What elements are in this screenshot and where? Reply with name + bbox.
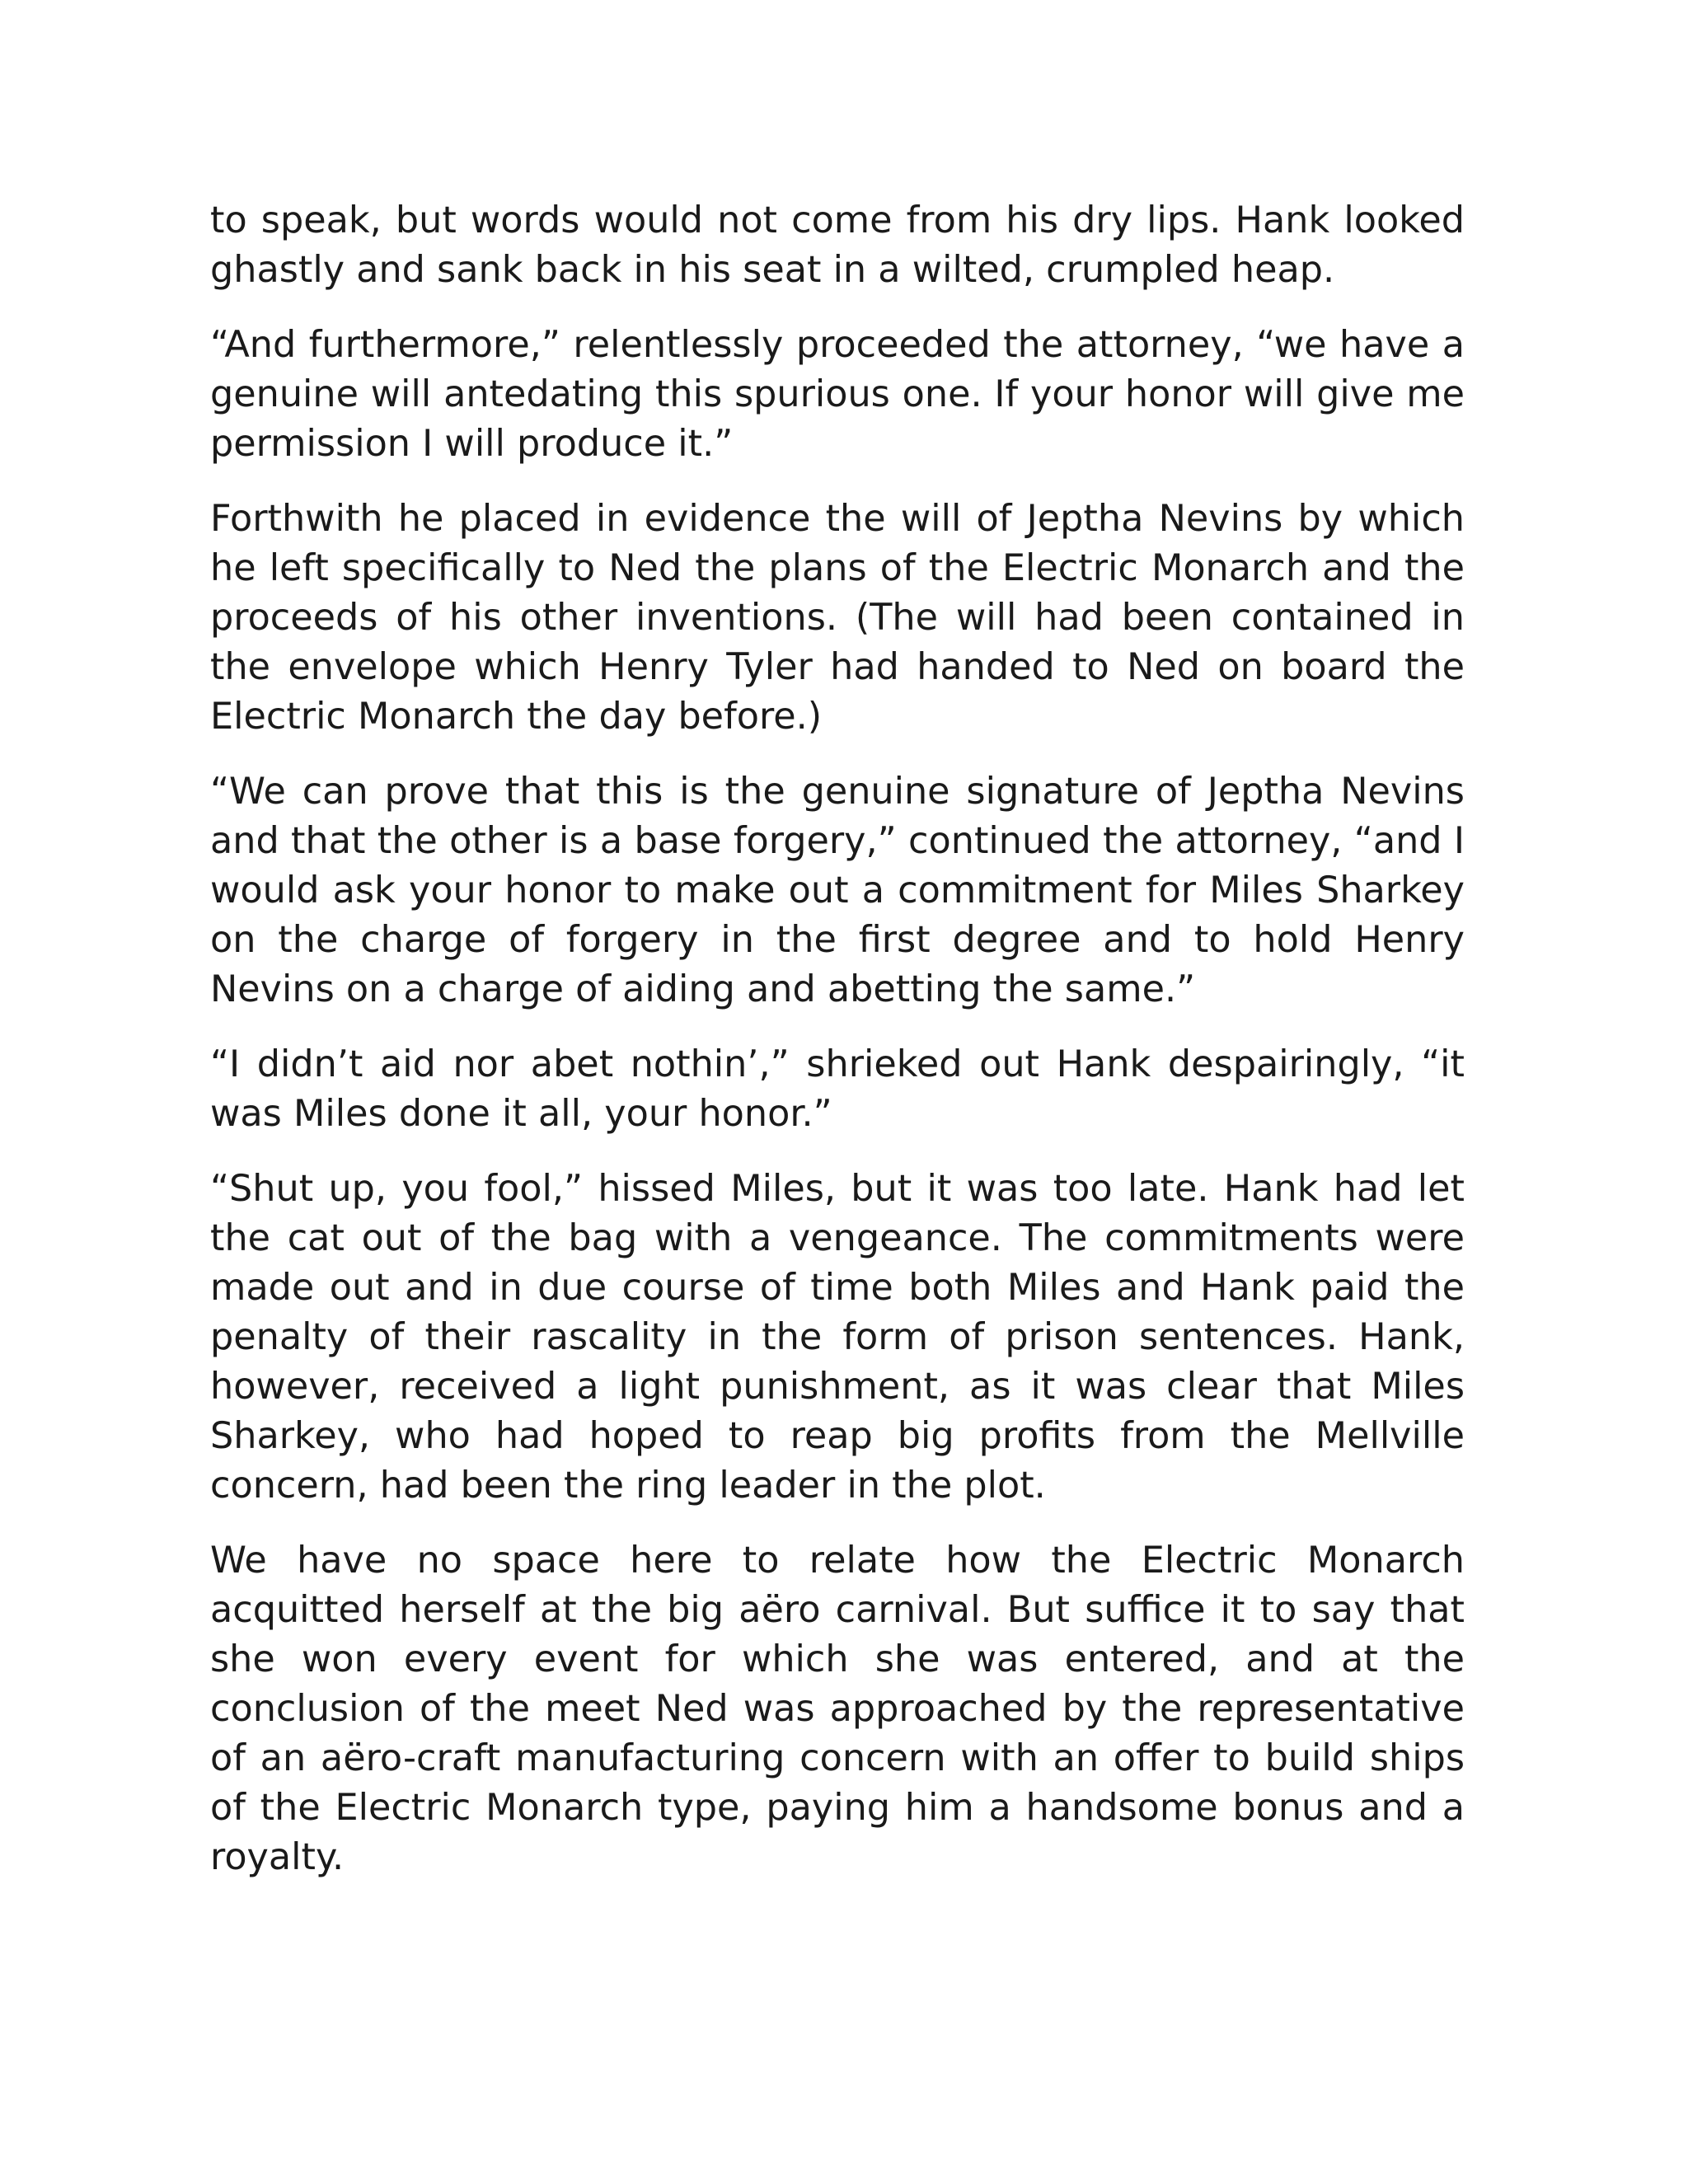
page-body [210, 196, 1465, 1908]
paragraph-1: to speak, but words would not come from his dry lips. Hank looked ghastly and sank back in his seat in a wilted, crumpled heap. [210, 199, 1465, 291]
paragraph-3: Forthwith he placed in evidence the will of Jeptha Nevins by which he left specifically to Ned the plans of the Electric Monarch and the proceeds of his other inventions. (The will had been contained in the envelope which Henry Tyler had handed to Ned on board the Electric Monarch the day before.) [210, 498, 1465, 738]
paragraph-2: “And furthermore,” relentlessly proceeded the attorney, “we have a genuine will antedating this spurious one. If your honor will give me permission I will produce it.” [210, 324, 1465, 465]
paragraph-6: “Shut up, you fool,” hissed Miles, but it was too late. Hank had let the cat out of the bag with a vengeance. The commitments were made out and in due course of time both Miles and Hank paid the penalty of their rascality in the form of prison sentences. Hank, however, received a light punishment, as it was clear that Miles Sharkey, who had hoped to reap big profits from the Mellville concern, had been the ring leader in the plot. [210, 1168, 1465, 1507]
paragraph-4: “We can prove that this is the genuine signature of Jeptha Nevins and that the other is a base forgery,” continued the attorney, “and I would ask your honor to make out a commitment for Miles Sharkey on the charge of forgery in the first degree and to hold Henry Nevins on a charge of aiding and abetting the same.” [210, 771, 1465, 1010]
paragraph-7: We have no space here to relate how the Electric Monarch acquitted herself at the big aëro carnival. But suffice it to say that she won every event for which she was entered, and at the conclusion of the meet Ned was approached by the representative of an aëro-craft manufacturing concern with an offer to build ships of the Electric Monarch type, paying him a handsome bonus and a royalty. [210, 1540, 1465, 1878]
paragraph-5: “I didn’t aid nor abet nothin’,” shrieked out Hank despairingly, “it was Miles done it all, your honor.” [210, 1043, 1465, 1135]
